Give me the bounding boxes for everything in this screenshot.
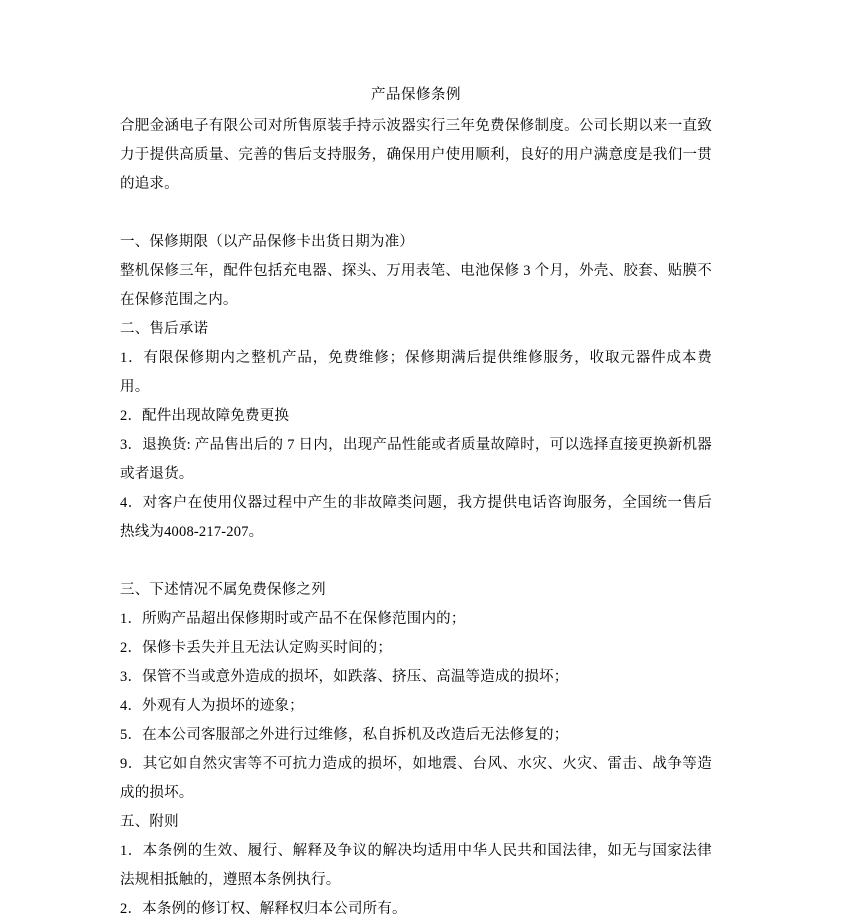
- section-2-item-3: 3．退换货: 产品售出后的 7 日内，出现产品性能或者质量故障时，可以选择直接更换新机器或者退货。: [120, 437, 712, 482]
- section-3-item-6: 9．其它如自然灾害等不可抗力造成的损坏，如地震、台风、水灾、火灾、雷击、战争等造成的损坏。: [120, 756, 712, 801]
- section-2-item-4: 4．对客户在使用仪器过程中产生的非故障类问题，我方提供电话咨询服务，全国统一售后热线为4008-217-207。: [120, 495, 712, 540]
- section-2-item-1: 1．有限保修期内之整机产品，免费维修；保修期满后提供维修服务，收取元器件成本费用。: [120, 350, 712, 395]
- section-3-item-4: 4．外观有人为损坏的迹象；: [120, 698, 304, 714]
- section-4-item-1: 1．本条例的生效、履行、解释及争议的解决均适用中华人民共和国法律，如无与国家法律法规相抵触的，遵照本条例执行。: [120, 843, 712, 888]
- section-3-item-5: 5．在本公司客服部之外进行过维修，私自拆机及改造后无法修复的；: [120, 727, 569, 743]
- section-4-heading: 五、附则: [120, 814, 179, 830]
- section-1-heading: 一、保修期限（以产品保修卡出货日期为准）: [120, 234, 414, 250]
- section-3-item-3: 3．保管不当或意外造成的损坏，如跌落、挤压、高温等造成的损坏；: [120, 669, 569, 685]
- section-3-item-2: 2．保修卡丢失并且无法认定购买时间的；: [120, 640, 393, 656]
- paragraph-spacer-2: [120, 547, 712, 576]
- section-2-heading: 二、售后承诺: [120, 321, 209, 337]
- section-3-heading: 三、下述情况不属免费保修之列: [120, 582, 326, 598]
- document-title: 产品保修条例: [371, 87, 461, 103]
- section-3-item-1: 1．所购产品超出保修期时或产品不在保修范围内的；: [120, 611, 466, 627]
- section-1-item-1: 整机保修三年，配件包括充电器、探头、万用表笔、电池保修 3 个月，外壳、胶套、贴膜不在保修范围之内。: [120, 263, 712, 308]
- paragraph-spacer-1: [120, 199, 712, 228]
- section-4-item-2: 2．本条例的修订权、解释权归本公司所有。: [120, 901, 407, 917]
- intro-paragraph: 合肥金涵电子有限公司对所售原装手持示波器实行三年免费保修制度。公司长期以来一直致力于提供高质量、完善的售后支持服务，确保用户使用顺利，良好的用户满意度是我们一贯的追求。: [120, 118, 712, 192]
- section-2-item-2: 2．配件出现故障免费更换: [120, 408, 290, 424]
- document-body: [120, 84, 712, 924]
